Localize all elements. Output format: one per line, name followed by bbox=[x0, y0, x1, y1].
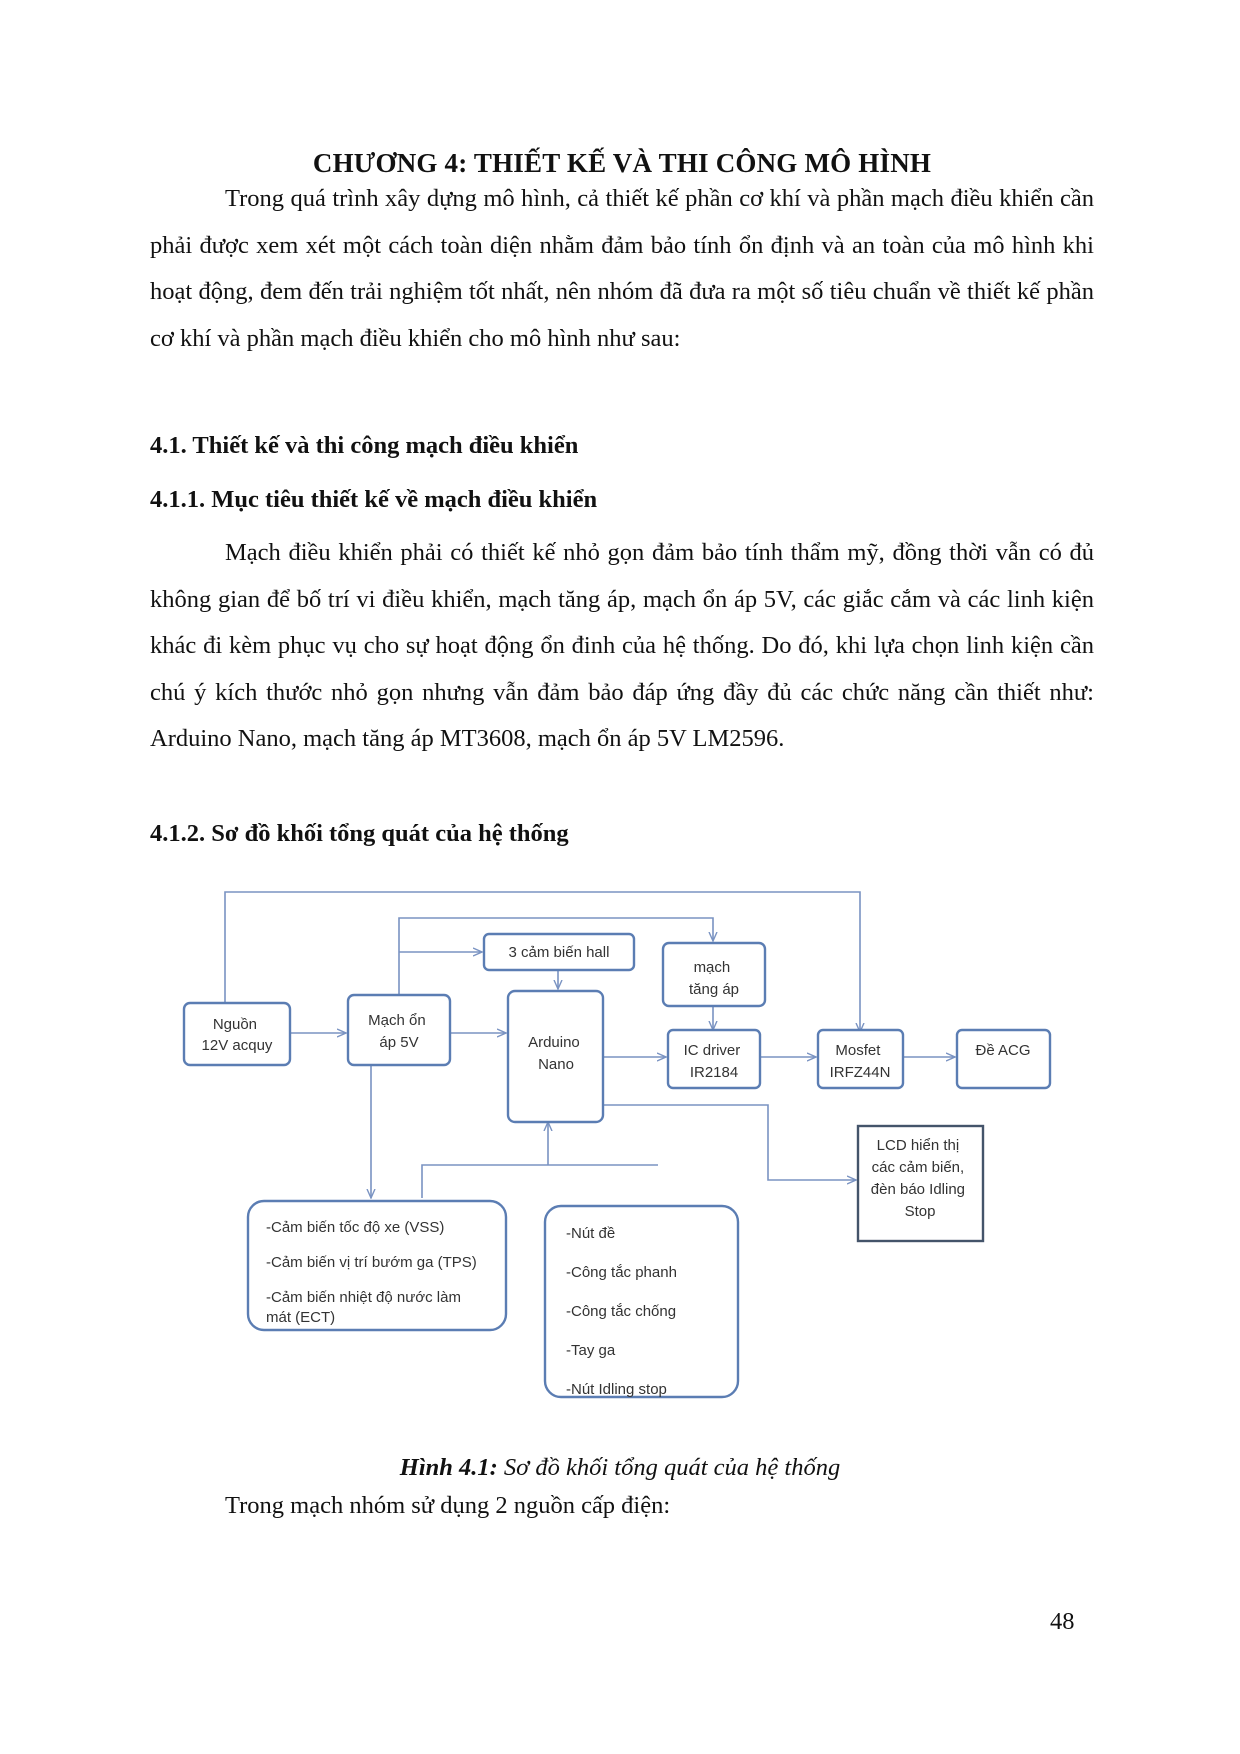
section-heading-4-1-1: 4.1.1. Mục tiêu thiết kế về mạch điều khiển bbox=[150, 486, 598, 513]
section-heading-4-1-2: 4.1.2. Sơ đồ khối tổng quát của hệ thống bbox=[150, 820, 569, 847]
label-switches: -Nút đề -Công tắc phanh -Công tắc chống -Tay ga -Nút Idling stop bbox=[566, 1225, 677, 1398]
closing-paragraph: Trong mạch nhóm sử dụng 2 nguồn cấp điện: bbox=[225, 1492, 671, 1519]
section-heading-4-1: 4.1. Thiết kế và thi công mạch điều khiển bbox=[150, 432, 579, 459]
label-hall: 3 cảm biến hall bbox=[508, 944, 610, 961]
paragraph-4-1-1: Mạch điều khiển phải có thiết kế nhỏ gọn đảm bảo tính thẩm mỹ, đồng thời vẫn có đủ không gian để bố trí vi điều khiển, mạch tăng áp, mạch ổn áp 5V, các giắc cắm và các linh kiện khác đi kèm phục vụ cho sự hoạt động ổn đinh của hệ thống. Do đó, khi lựa chọn linh kiện cần chú ý kích thước nhỏ gọn nhưng vẫn đảm bảo đáp ứng đầy đủ các chức năng cần thiết như: Arduino Nano, mạch tăng áp MT3608, mạch ổn áp 5V LM2596. bbox=[150, 539, 1094, 752]
label-sensors: -Cảm biến tốc độ xe (VSS) -Cảm biến vị trí bướm ga (TPS) -Cảm biến nhiệt độ nước làm mát (ECT) bbox=[266, 1219, 477, 1326]
label-boost: mạch tăng áp bbox=[688, 959, 740, 998]
label-driver: IC driver IR2184 bbox=[683, 1042, 741, 1081]
label-regulator: Mạch ổn áp 5V bbox=[368, 1012, 426, 1051]
block-diagram bbox=[170, 880, 1070, 1440]
label-lcd: LCD hiển thị các cảm biến, đèn báo Idling Stop bbox=[870, 1137, 966, 1220]
label-acg: Đề ACG bbox=[975, 1042, 1031, 1059]
figure-caption-label: Hình 4.1: bbox=[399, 1454, 498, 1481]
label-source: Nguồn 12V acquy bbox=[201, 1016, 273, 1054]
page-number: 48 bbox=[1050, 1608, 1075, 1635]
figure-caption-text: Sơ đồ khối tổng quát của hệ thống bbox=[497, 1454, 841, 1481]
label-arduino: Arduino Nano bbox=[528, 1034, 580, 1073]
box-acg bbox=[957, 1030, 1050, 1088]
box-regulator bbox=[348, 995, 450, 1065]
connector-sensors-switches-bus bbox=[422, 1165, 658, 1198]
chapter-title: CHƯƠNG 4: THIẾT KẾ VÀ THI CÔNG MÔ HÌNH bbox=[312, 148, 932, 178]
figure-caption bbox=[0, 1454, 1240, 1482]
label-mosfet: Mosfet IRFZ44N bbox=[829, 1042, 891, 1081]
connector-arduino-to-lcd bbox=[603, 1105, 856, 1180]
box-power-source bbox=[184, 1003, 290, 1065]
intro-paragraph: Trong quá trình xây dựng mô hình, cả thiết kế phần cơ khí và phần mạch điều khiển cần phải được xem xét một cách toàn diện nhằm đảm bảo tính ổn định và an toàn của mô hình khi hoạt động, đem đến trải nghiệm tốt nhất, nên nhóm đã đưa ra một số tiêu chuẩn về thiết kế phần cơ khí và phần mạch điều khiển cho mô hình như sau: bbox=[150, 185, 1094, 352]
